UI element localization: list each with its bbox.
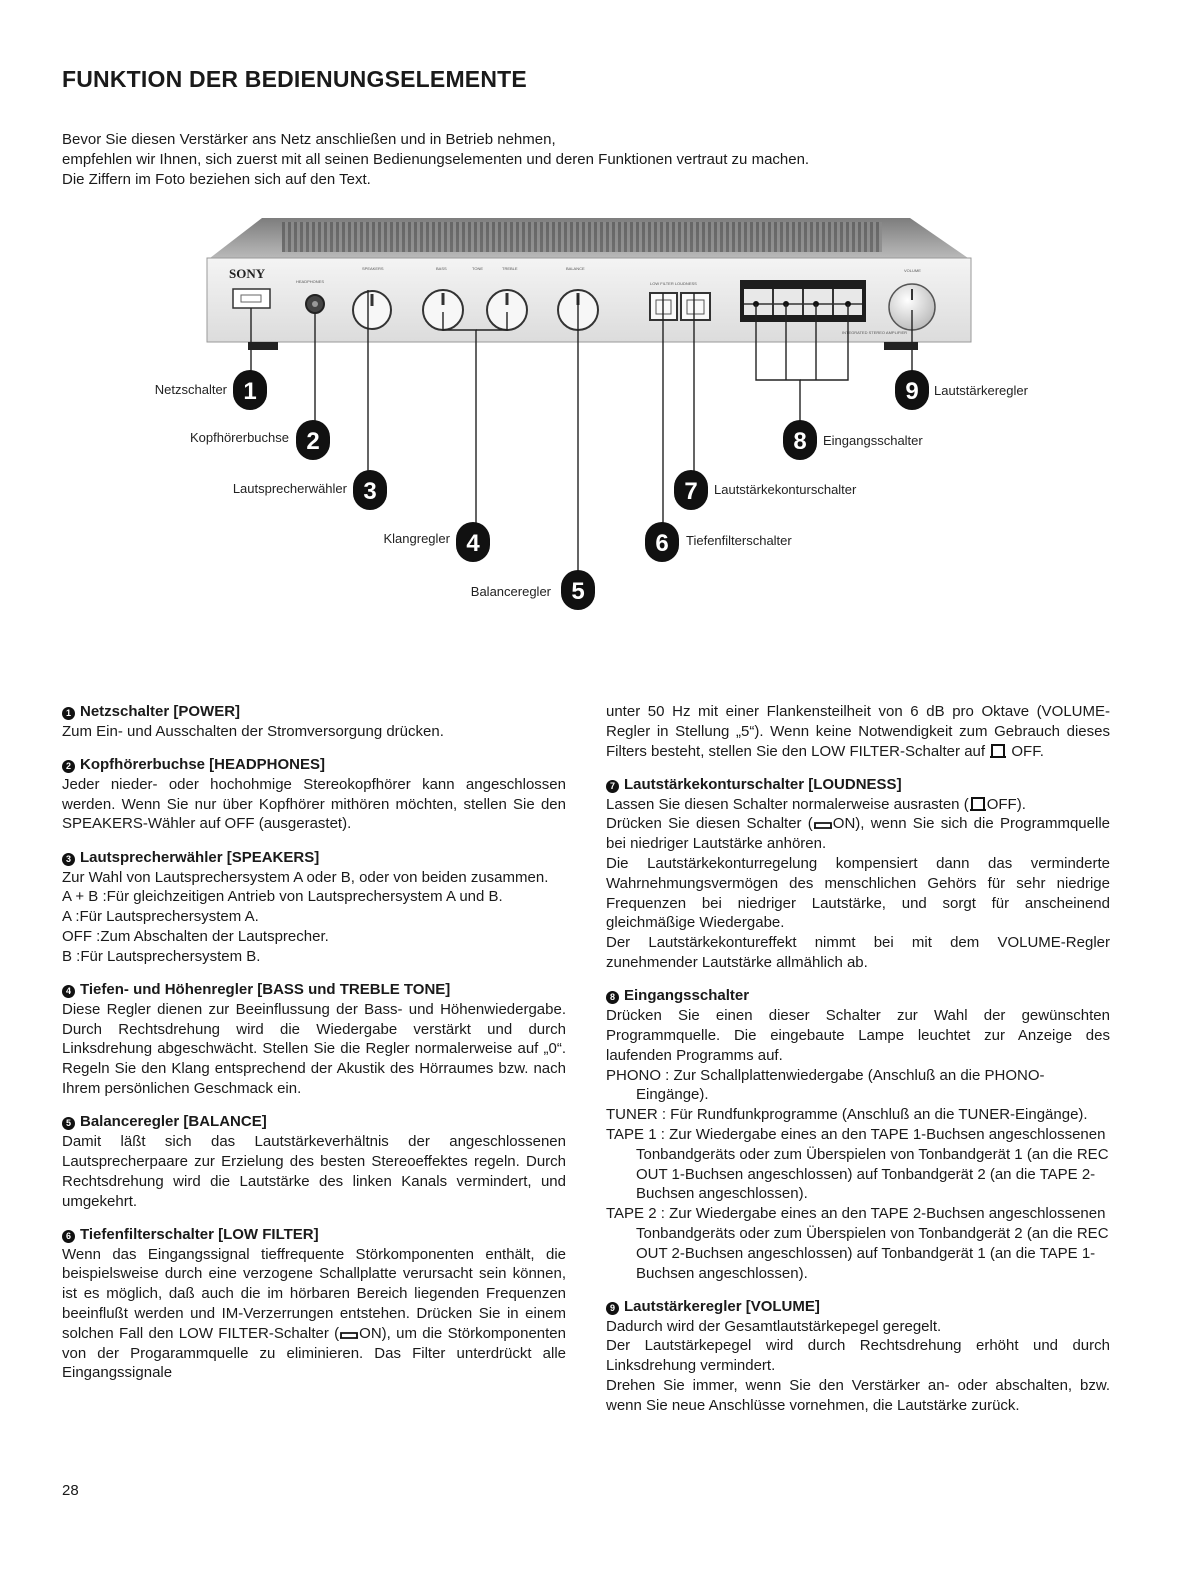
definition-key: A :	[62, 908, 80, 926]
callout-number: 8	[793, 428, 807, 455]
page-number: 28	[62, 1482, 79, 1499]
callout-5	[471, 570, 595, 610]
panel-mark-balance: BALANCE	[566, 266, 585, 271]
section-text: Der Lautstärkepegel wird durch Rechtsdrehung erhöht und durch Linksdrehung vermindert.	[606, 1337, 1110, 1375]
section-title: Balanceregler [BALANCE]	[80, 1113, 267, 1131]
section-heading	[62, 702, 566, 722]
callout-label: Netzschalter	[154, 382, 227, 397]
section-title: Eingangsschalter	[624, 987, 750, 1005]
definition-key: OFF :	[62, 927, 101, 945]
right-column	[606, 702, 1110, 1429]
headphone-jack-control[interactable]	[306, 295, 324, 313]
panel-mark-bass: BASS	[436, 266, 447, 271]
definition-row	[606, 1125, 1110, 1204]
callout-4	[384, 522, 491, 562]
text-run: ON), wenn Sie sich die Programmquelle bei niedriger Lautstärke anhören.	[606, 815, 1110, 853]
section-text: Drücken Sie einen dieser Schalter zur Wahl der gewünschten Programmquelle. Die eingebaute Lampe leuchtet zur Anzeige des laufenden Programms auf.	[606, 1007, 1110, 1064]
definition-value: Für gleichzeitigen Antrieb von Lautsprechersystem A und B.	[106, 888, 503, 906]
callout-number: 1	[243, 378, 257, 405]
text-run: Lassen Sie diesen Schalter normalerweise ausrasten (	[606, 795, 969, 813]
power-switch-control[interactable]	[233, 289, 270, 308]
section-title: Tiefenfilterschalter [LOW FILTER]	[80, 1225, 319, 1243]
callout-number: 4	[466, 530, 480, 557]
definition-value: Für Lautsprechersystem A.	[79, 908, 259, 926]
intro-line: Die Ziffern im Foto beziehen sich auf den Text.	[62, 171, 371, 188]
section-text	[606, 795, 1110, 815]
section-text	[62, 1245, 566, 1384]
section-text	[606, 814, 1110, 854]
text-run: Drücken Sie diesen Schalter (	[606, 815, 813, 833]
switch-pressed-icon	[339, 1327, 359, 1339]
section-heading	[606, 986, 1110, 1006]
section-number-icon: 9	[606, 1302, 619, 1315]
definition-value: Für Rundfunkprogramme (Anschluß an die TUNER-Eingänge).	[670, 1106, 1088, 1124]
section-text: Diese Regler dienen zur Beeinflussung der Bass- und Höhenwiedergabe. Durch Rechtsdrehung wird die Wiedergabe verstärkt und durch Linksdrehung abgeschwächt. Stellen Sie die Regler normalerweise auf „0“. Regeln Sie den Klang entsprechend der Akustik des Hörraumes bzw. nach Ihrem persönlichen Geschmack ein.	[62, 1000, 566, 1098]
section-title: Lautstärkekonturschalter [LOUDNESS]	[624, 775, 902, 793]
text-run: OFF).	[986, 795, 1026, 813]
callout-number: 3	[363, 478, 377, 505]
section-title: Lautstärkeregler [VOLUME]	[624, 1297, 820, 1315]
section-text	[606, 702, 1110, 761]
section-heading	[606, 1297, 1110, 1317]
definition-value: Zum Abschalten der Lautsprecher.	[100, 927, 329, 945]
section-heading	[62, 980, 566, 1000]
section-number-icon: 6	[62, 1230, 75, 1243]
definition-key: PHONO :	[606, 1066, 674, 1084]
section-title: Lautsprecherwähler [SPEAKERS]	[80, 848, 320, 866]
section-number-icon: 7	[606, 780, 619, 793]
definition-row	[62, 887, 566, 907]
definition-value: Zur Schallplattenwiedergabe (Anschluß an die PHONO-Eingänge).	[636, 1066, 1045, 1104]
callout-label: Eingangsschalter	[823, 433, 923, 448]
section-number-icon: 4	[62, 985, 75, 998]
section-text: Damit läßt sich das Lautstärkeverhältnis der angeschlossenen Lautsprecherpaare zur Erzielung des besten Stereoeffektes regeln. Durch Rechtsdrehung wird die Lautstärke des linken Kanals vermindert, und umgekehrt.	[62, 1133, 566, 1210]
callout-2	[190, 420, 330, 460]
callout-number: 5	[571, 578, 585, 605]
section-text: Jeder nieder- oder hochohmige Stereokopfhörer kann angeschlossen werden. Wenn Sie nur über Kopfhörer mithören möchten, stellen Sie den SPEAKERS-Wähler auf OFF (ausgerastet).	[62, 775, 566, 833]
panel-mark-treble: TREBLE	[502, 266, 518, 271]
callout-number: 9	[905, 378, 919, 405]
section-text: Dadurch wird der Gesamtlautstärkepegel geregelt.	[606, 1317, 942, 1335]
definition-row	[606, 1105, 1110, 1125]
section-input	[606, 986, 1110, 1283]
definition-value: Zur Wiedergabe eines an den TAPE 2-Buchsen angeschlossenen Tonbandgeräts oder zum Überspielen von Tonbandgerät 2 (an die REC OUT 2-Buchsen angeschlossen) auf Tonbandgerät 1 (an die TAPE 1-Buchsen angeschlossen).	[636, 1205, 1109, 1282]
section-text: Drehen Sie immer, wenn Sie den Verstärker an- oder abschalten, bzw. wenn Sie neue Anschlüsse vornehmen, die Lautstärke zurück.	[606, 1377, 1110, 1414]
definition-key: TAPE 1 :	[606, 1125, 670, 1143]
section-low-filter-continued	[606, 702, 1110, 761]
section-text: Zum Ein- und Ausschalten der Stromversorgung drücken.	[62, 722, 444, 740]
section-heading	[62, 1112, 566, 1132]
panel-mark-speakers: SPEAKERS	[362, 266, 384, 271]
panel-mark-model: INTEGRATED STEREO AMPLIFIER	[842, 330, 908, 335]
callout-9	[895, 370, 1029, 410]
definition-key: A + B :	[62, 888, 107, 906]
section-number-icon: 8	[606, 991, 619, 1004]
definition-row	[62, 947, 566, 967]
definition-row	[62, 907, 566, 927]
text-run: Wenn das Eingangssignal tieffrequente Störkomponenten enthält, die beispielsweise durch eine verzogene Schallplatte verursacht sein können, ist es möglich, daß auch die im hörbaren Bereich liegenden Frequenzen beeinflußt werden und IM-Verzerrungen entstehen. Drücken Sie in einem solchen Fall den LOW FILTER-Schalter (	[62, 1245, 566, 1342]
panel-mark-volume: VOLUME	[904, 268, 921, 273]
section-heading	[62, 755, 566, 775]
callout-label: Lautstärkeregler	[934, 383, 1028, 398]
callout-8	[783, 420, 923, 460]
switch-released-icon	[989, 743, 1007, 758]
callout-label: Lautsprecherwähler	[232, 481, 347, 496]
section-volume	[606, 1297, 1110, 1416]
definition-value: Für Lautsprechersystem B.	[80, 947, 261, 965]
callout-number: 2	[306, 428, 320, 455]
panel-mark-low-filter: LOW FILTER LOUDNESS	[650, 281, 697, 286]
text-run: OFF.	[1007, 742, 1044, 760]
switch-released-icon	[969, 796, 987, 811]
callout-1	[155, 370, 267, 410]
definition-row	[606, 1204, 1110, 1283]
section-loudness	[606, 775, 1110, 973]
section-title: Tiefen- und Höhenregler [BASS und TREBLE TONE]	[80, 981, 451, 999]
panel-mark-tone: TONE	[472, 266, 484, 271]
callout-number: 7	[684, 478, 698, 505]
section-number-icon: 2	[62, 760, 75, 773]
section-heading	[62, 848, 566, 868]
callout-number: 6	[655, 530, 669, 557]
loudness-button-control[interactable]	[681, 293, 710, 320]
section-low-filter	[62, 1225, 566, 1383]
switch-pressed-icon	[813, 817, 833, 829]
section-speakers	[62, 848, 566, 967]
callout-label: Lautstärkekonturschalter	[714, 482, 857, 497]
text-run: ON), um die Störkomponenten von der Progarammquelle zu eliminieren. Das Filter unterdrückt alle Eingangssignale	[62, 1324, 566, 1382]
definition-value: Zur Wiedergabe eines an den TAPE 1-Buchsen angeschlossenen Tonbandgeräts oder zum Überspielen von Tonbandgerät 1 (an die REC OUT 1-Buchsen angeschlossen) auf Tonbandgerät 2 (an die TAPE 2-Buchsen angeschlossen).	[636, 1125, 1109, 1203]
callout-6	[645, 522, 792, 562]
callout-label: Balanceregler	[470, 584, 551, 599]
callout-label: Klangregler	[383, 531, 450, 546]
brand-logo: SONY	[229, 266, 266, 281]
section-text: Zur Wahl von Lautsprechersystem A oder B, oder von beiden zusammen.	[62, 868, 549, 886]
left-column	[62, 702, 566, 1397]
input-selector-buttons[interactable]	[740, 280, 866, 322]
intro-line: Bevor Sie diesen Verstärker ans Netz anschließen und in Betrieb nehmen,	[62, 131, 556, 148]
section-tone	[62, 980, 566, 1099]
section-text: Der Lautstärkekontureffekt nimmt bei mit dem VOLUME-Regler zunehmender Lautstärke allmählich ab.	[606, 934, 1110, 972]
page-title: FUNKTION DER BEDIENUNGSELEMENTE	[62, 66, 527, 92]
section-balance	[62, 1112, 566, 1211]
speakers-knob-control[interactable]	[353, 291, 391, 329]
intro-line: empfehlen wir Ihnen, sich zuerst mit all seinen Bedienungselementen und deren Funktionen vertraut zu machen.	[62, 151, 810, 168]
section-text: Die Lautstärkekonturregelung kompensiert dann das verminderte Wahrnehmungsvermögen des menschlichen Gehörs für sehr niedrige Frequenzen bei niedriger Lautstärke, und sorgt für anscheinend gleichmäßige Wiedergabe.	[606, 855, 1110, 932]
callout-label: Tiefenfilterschalter	[686, 533, 792, 548]
panel-mark-headphones: HEADPHONES	[296, 279, 325, 284]
section-headphones	[62, 755, 566, 834]
section-number-icon: 1	[62, 707, 75, 720]
section-title: Netzschalter [POWER]	[80, 703, 241, 720]
definition-row	[62, 927, 566, 947]
definition-key: TUNER :	[606, 1106, 671, 1124]
text-run: unter 50 Hz mit einer Flankensteilheit von 6 dB pro Oktave (VOLUME-Regler in Stellung „5“). Wenn keine Notwendigkeit zum Gebrauch dieses Filters besteht, stellen Sie den LOW FILTER-Schalter auf	[606, 703, 1110, 760]
section-number-icon: 3	[62, 853, 75, 866]
callout-3	[233, 470, 387, 510]
intro-text	[62, 130, 1122, 190]
callout-7	[674, 470, 857, 510]
amplifier-figure	[0, 200, 1181, 630]
definition-key: TAPE 2 :	[606, 1205, 670, 1223]
section-title: Kopfhörerbuchse [HEADPHONES]	[80, 756, 326, 774]
section-heading	[606, 775, 1110, 795]
callout-label: Kopfhörerbuchse	[189, 430, 289, 445]
definition-key: B :	[62, 947, 81, 965]
definition-row	[606, 1066, 1110, 1106]
section-number-icon: 5	[62, 1117, 75, 1130]
section-heading	[62, 1225, 566, 1245]
section-power	[62, 702, 566, 742]
